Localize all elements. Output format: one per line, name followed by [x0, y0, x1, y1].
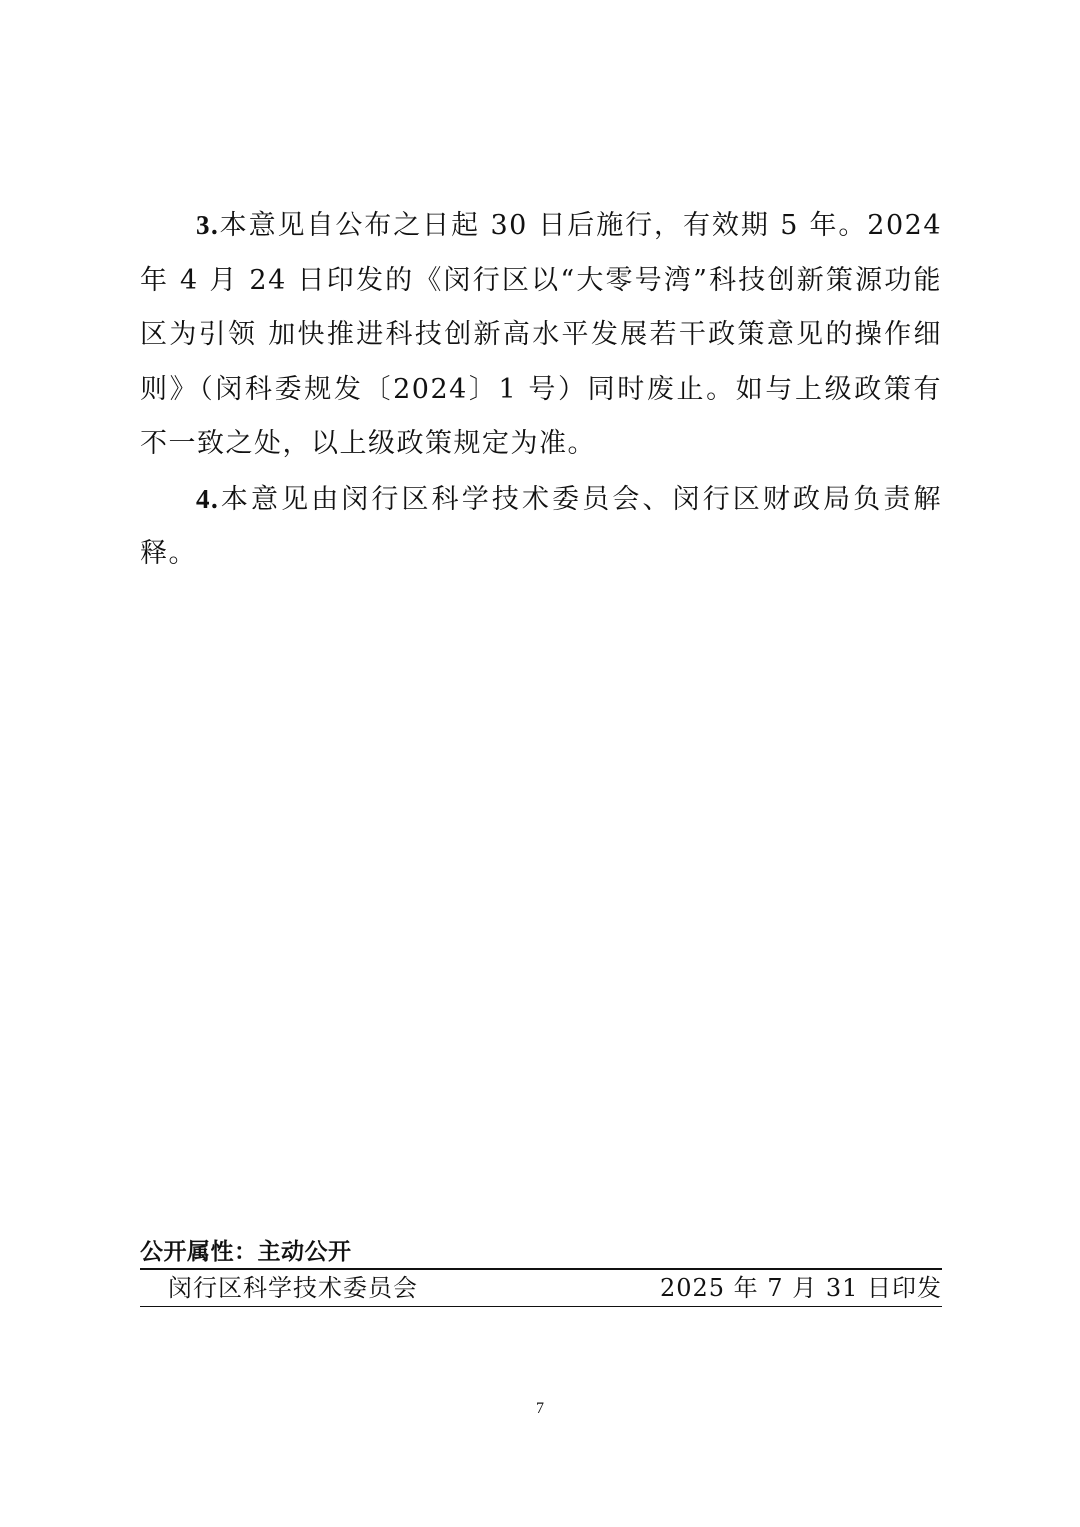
issuance-footer	[140, 1236, 942, 1307]
paragraph-4-number: 4.	[196, 483, 220, 514]
paragraph-3-text: 本意见自公布之日起 30 日后施行，有效期 5 年。2024 年 4 月 24 日印发的《闵行区以“大零号湾”科技创新策源功能区为引领 加快推进科技创新高水平发展若干政策意见的操作细则》（闵科委规发〔2024〕1 号）同时废止。如与上级政策有不一致之处，以上级政策规定为准。	[140, 210, 942, 459]
paragraph-3	[140, 198, 942, 472]
footer-bottom-rule	[140, 1306, 942, 1307]
document-body	[140, 198, 942, 582]
paragraph-3-number: 3.	[196, 210, 220, 240]
issue-info-row	[140, 1270, 942, 1306]
paragraph-4-text: 本意见由闵行区科学技术委员会、闵行区财政局负责解释。	[140, 483, 942, 569]
paragraph-4	[140, 472, 942, 582]
issuer-name: 闵行区科学技术委员会	[168, 1274, 418, 1302]
page-number: 7	[536, 1400, 544, 1417]
issue-date: 2025 年 7 月 31 日印发	[659, 1274, 942, 1302]
public-attribute-label: 公开属性：主动公开	[140, 1239, 352, 1265]
